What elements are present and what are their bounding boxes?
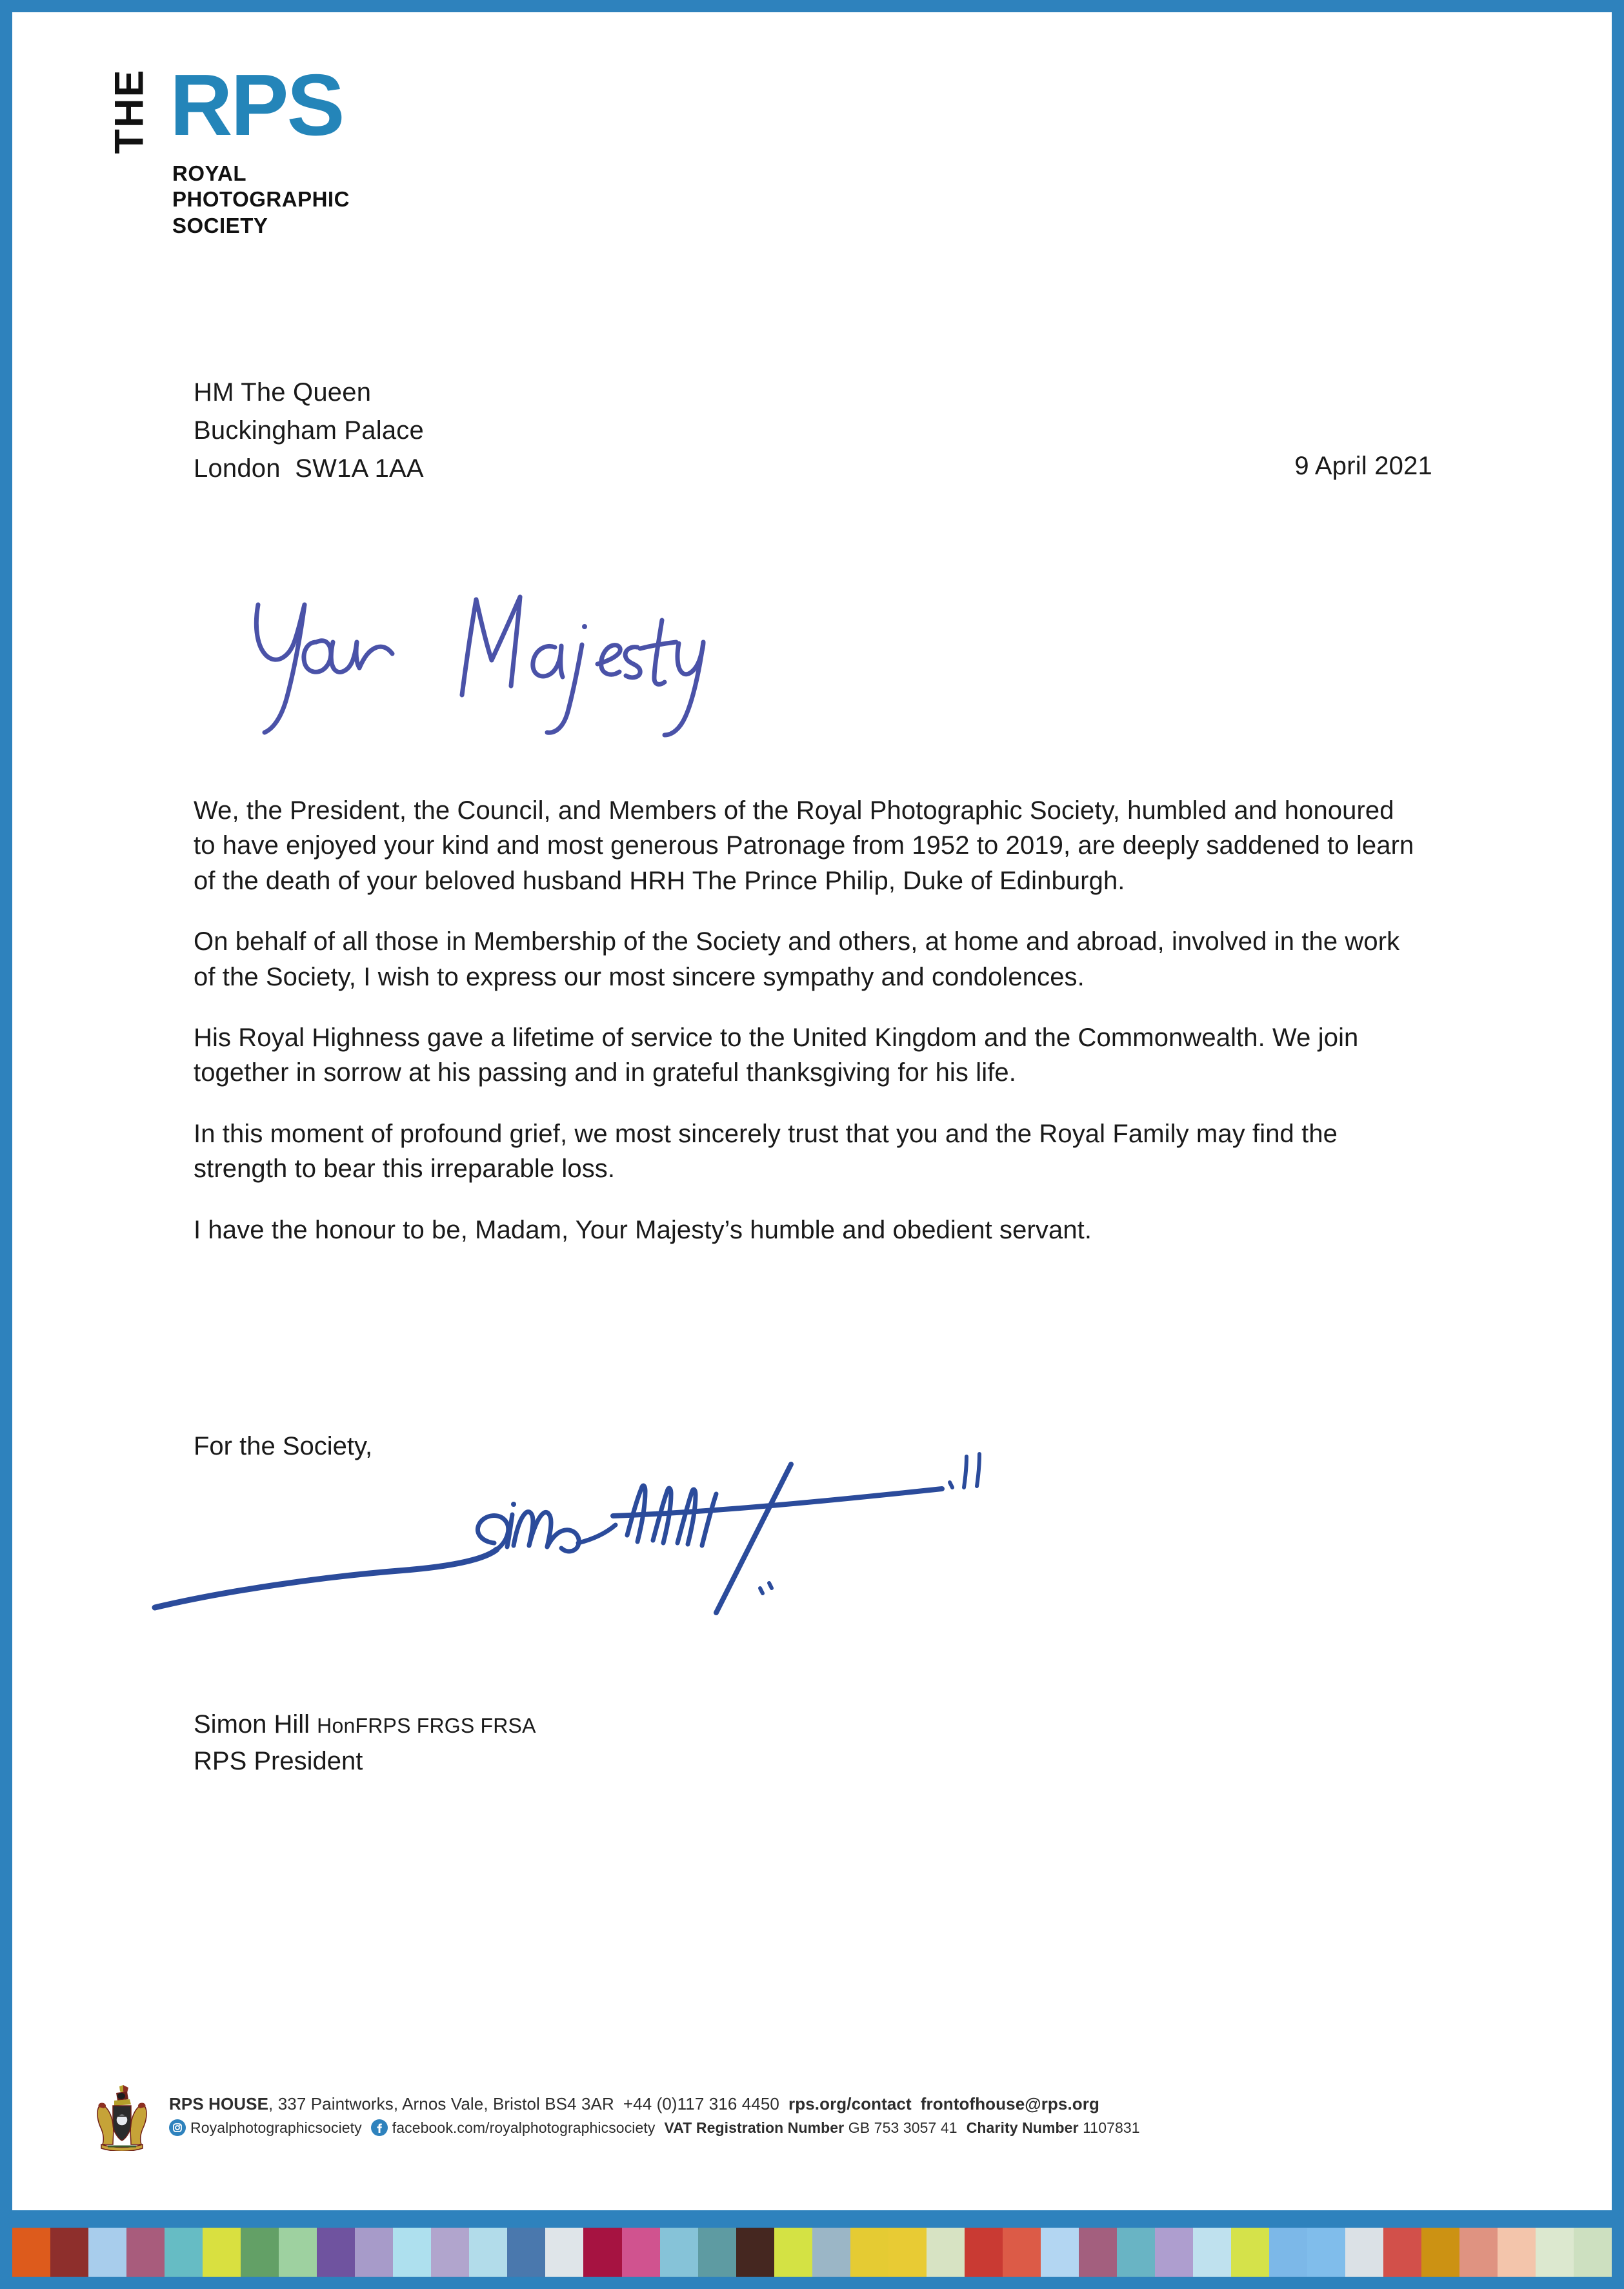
colour-swatch — [965, 2228, 1003, 2277]
logo-the-text: THE — [106, 68, 152, 154]
colour-swatch — [888, 2228, 927, 2277]
colour-swatch — [927, 2228, 965, 2277]
colour-swatch — [1003, 2228, 1041, 2277]
colour-swatch — [1345, 2228, 1383, 2277]
signer-title: RPS President — [194, 1746, 363, 1775]
letter-paragraph: On behalf of all those in Membership of the Society and others, at home and abroad, involved in the work of the Society, I wish to express our most sincere sympathy and condolences. — [194, 927, 1400, 991]
footer-email-link[interactable]: frontofhouse@rps.org — [920, 2094, 1099, 2113]
letter-sheet — [12, 12, 1612, 2210]
footer-line-contact — [169, 2092, 1140, 2117]
colour-swatch — [203, 2228, 241, 2277]
facebook-handle[interactable]: facebook.com/royalphotographicsociety — [392, 2119, 656, 2136]
colour-swatch — [355, 2228, 393, 2277]
footer-text-block — [169, 2092, 1140, 2139]
facebook-icon[interactable] — [371, 2119, 388, 2136]
letter-paragraph: In this moment of profound grief, we most sincerely trust that you and the Royal Family may find the strength to bear this irreparable loss. — [194, 1119, 1338, 1184]
rps-logo — [106, 56, 367, 245]
logo-subtitle — [172, 161, 350, 239]
colour-swatch — [736, 2228, 774, 2277]
letter-paragraph: We, the President, the Council, and Members of the Royal Photographic Society, humbled and honoured to have enjoyed your kind and most generous Patronage from 1952 to 2019, are deeply saddened to learn of the death of your beloved husband HRH The Prince Philip, Duke of Edinburgh. — [194, 796, 1414, 895]
footer-phone: +44 (0)117 316 4450 — [623, 2094, 779, 2113]
colour-swatch — [12, 2228, 50, 2277]
colour-swatch — [1269, 2228, 1307, 2277]
colour-swatch — [1421, 2228, 1459, 2277]
colour-swatch — [469, 2228, 507, 2277]
letter-date: 9 April 2021 — [1294, 452, 1432, 480]
signer-postnominals: HonFRPS FRGS FRSA — [317, 1714, 536, 1737]
letter-body — [194, 374, 1432, 1775]
colour-swatch — [1536, 2228, 1574, 2277]
colour-swatch — [774, 2228, 812, 2277]
footer-website-link[interactable]: rps.org/contact — [788, 2094, 912, 2113]
colour-swatch — [241, 2228, 279, 2277]
colour-swatch — [507, 2228, 545, 2277]
logo-subtitle-line-2: PHOTOGRAPHIC — [172, 187, 350, 212]
colour-swatch — [1459, 2228, 1498, 2277]
logo-subtitle-line-3: SOCIETY — [172, 213, 268, 237]
page-footer — [12, 2079, 1612, 2175]
letter-paragraph: I have the honour to be, Madam, Your Majesty’s humble and obedient servant. — [194, 1215, 1092, 1244]
colour-swatch — [279, 2228, 317, 2277]
colour-swatch — [812, 2228, 850, 2277]
logo-subtitle-line-1: ROYAL — [172, 161, 246, 185]
footer-address: , 337 Paintworks, Arnos Vale, Bristol BS4 3AR — [268, 2094, 614, 2113]
colour-swatch — [165, 2228, 203, 2277]
logo-rps-text: RPS — [170, 56, 343, 154]
instagram-icon[interactable] — [169, 2119, 186, 2136]
footer-house-label: RPS HOUSE — [169, 2094, 269, 2113]
colour-swatch-strip — [12, 2228, 1612, 2277]
colour-swatch — [431, 2228, 469, 2277]
footer-line-social — [169, 2117, 1140, 2139]
colour-swatch — [1117, 2228, 1155, 2277]
signer-block — [194, 1706, 536, 1780]
colour-swatch — [50, 2228, 88, 2277]
letter-paragraphs — [194, 793, 1419, 1247]
recipient-line: London SW1A 1AA — [194, 454, 424, 483]
letter-paragraph: His Royal Highness gave a lifetime of service to the United Kingdom and the Commonwealth. We join together in sorrow at his passing and in grateful thanksgiving for his life. — [194, 1023, 1359, 1087]
colour-swatch — [1155, 2228, 1193, 2277]
colour-swatch — [583, 2228, 621, 2277]
colour-swatch — [660, 2228, 698, 2277]
signer-name-line — [194, 1706, 536, 1743]
coat-of-arms-crest — [95, 2084, 149, 2151]
colour-swatch — [1041, 2228, 1079, 2277]
vat-label: VAT Registration Number — [664, 2119, 845, 2136]
letter-closing: For the Society, — [194, 1432, 373, 1460]
colour-swatch — [1498, 2228, 1536, 2277]
instagram-handle[interactable]: Royalphotographicsociety — [190, 2119, 362, 2136]
handwritten-salutation — [219, 580, 800, 741]
colour-swatch — [1383, 2228, 1421, 2277]
colour-swatch — [126, 2228, 165, 2277]
recipient-line: HM The Queen — [194, 378, 372, 407]
handwritten-signature — [148, 1445, 1103, 1626]
colour-swatch — [850, 2228, 888, 2277]
vat-number: GB 753 3057 41 — [848, 2119, 957, 2136]
colour-swatch — [1574, 2228, 1612, 2277]
recipient-line: Buckingham Palace — [194, 416, 424, 445]
colour-swatch — [698, 2228, 736, 2277]
colour-swatch — [1193, 2228, 1231, 2277]
colour-swatch — [1079, 2228, 1117, 2277]
colour-swatch — [1307, 2228, 1345, 2277]
colour-swatch — [88, 2228, 126, 2277]
colour-swatch — [317, 2228, 355, 2277]
charity-label: Charity Number — [966, 2119, 1079, 2136]
charity-number: 1107831 — [1083, 2119, 1140, 2136]
signer-name: Simon Hill — [194, 1710, 310, 1739]
colour-swatch — [1231, 2228, 1269, 2277]
colour-swatch — [393, 2228, 431, 2277]
colour-swatch — [622, 2228, 660, 2277]
colour-swatch — [545, 2228, 583, 2277]
